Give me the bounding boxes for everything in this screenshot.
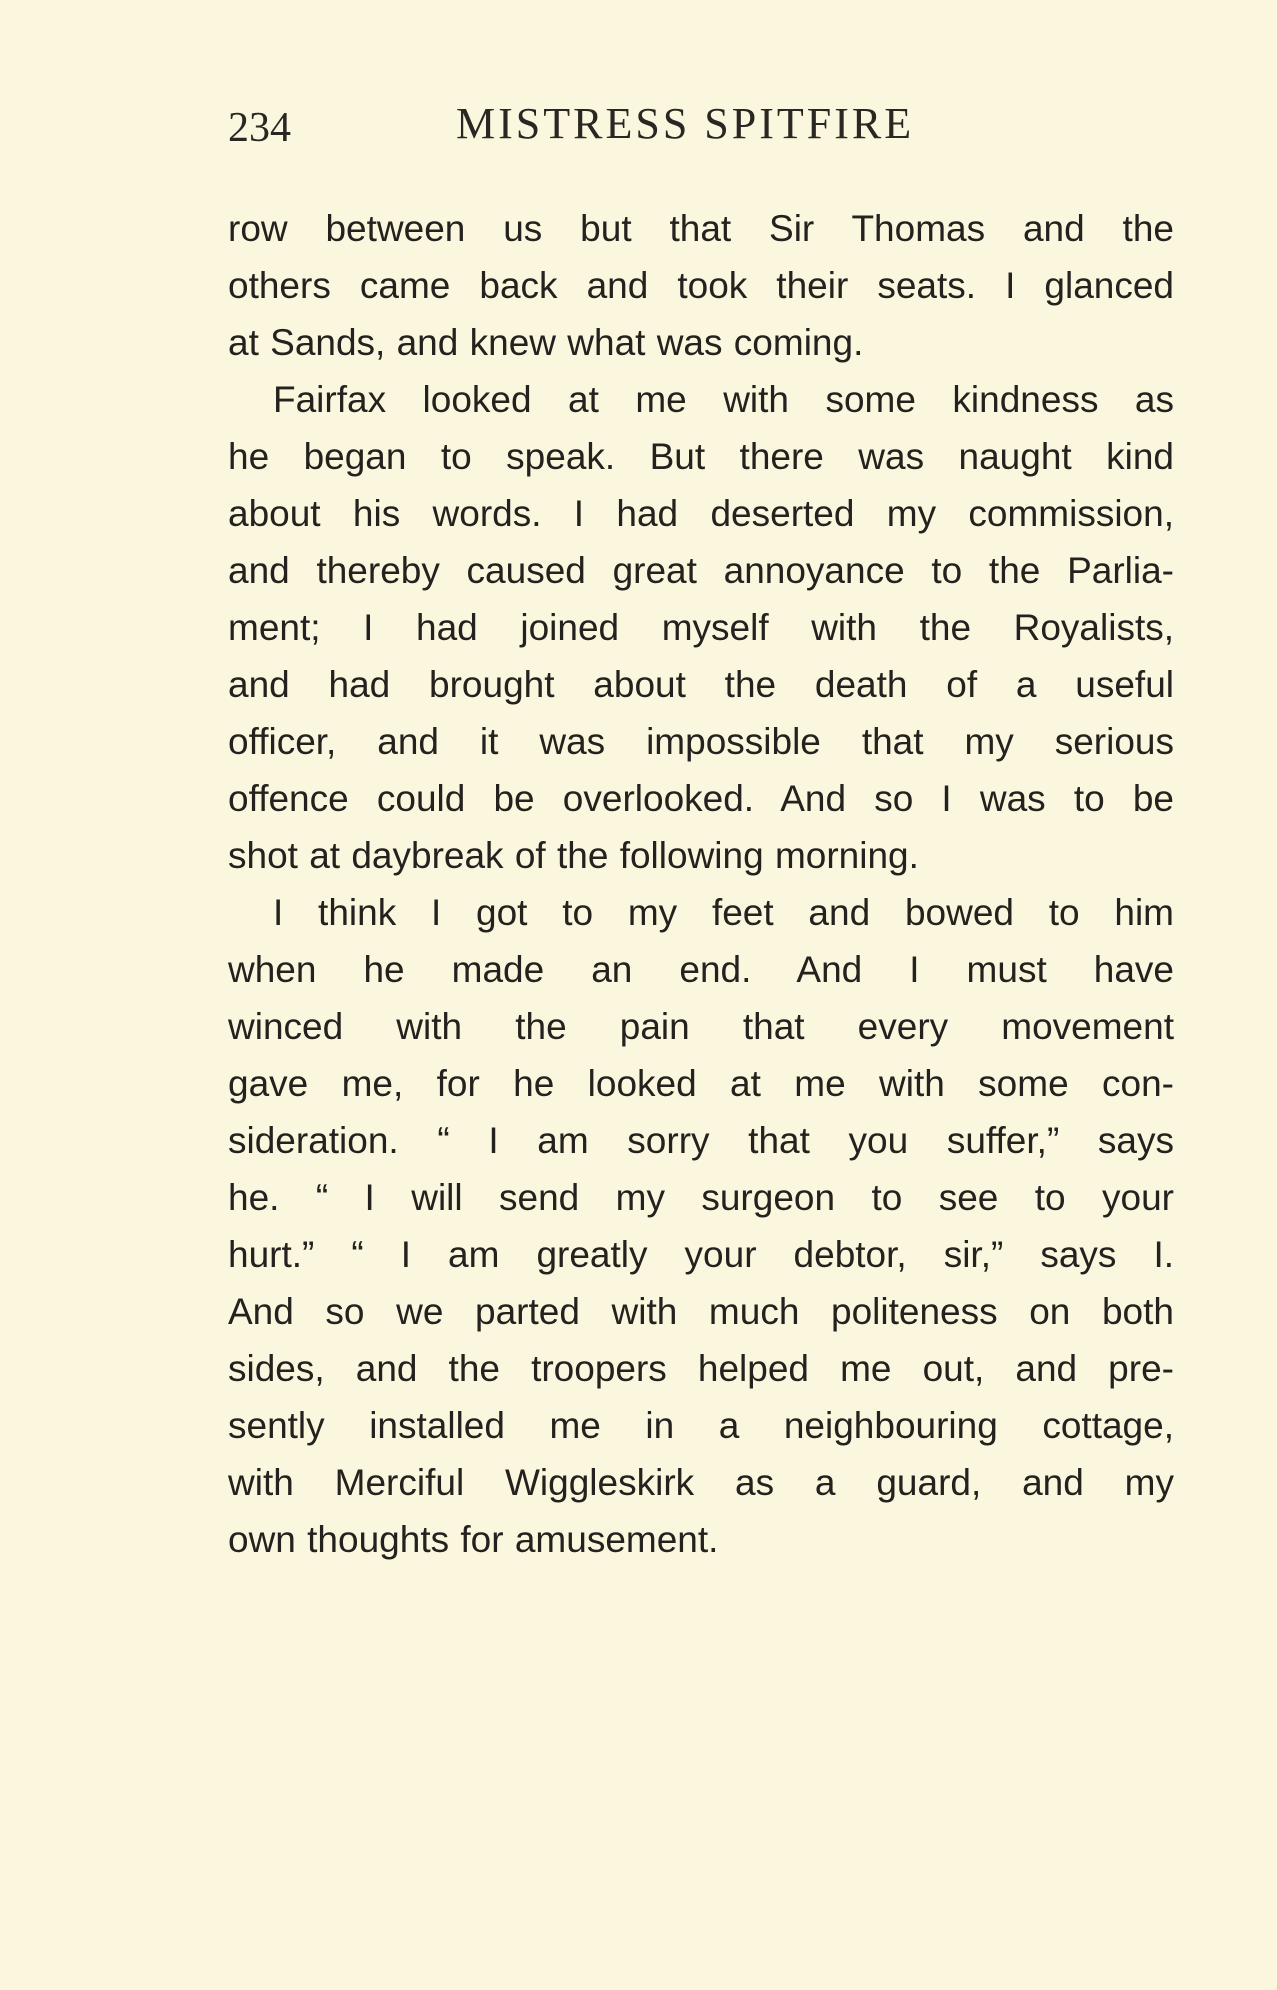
text-line: sides, and the troopers helped me out, and pre- [228,1348,1174,1389]
text-line: shot at daybreak of the following morning. [228,835,919,876]
text-line: sently installed me in a neighbouring cottage, [228,1405,1174,1446]
text-line: gave me, for he looked at me with some con- [228,1063,1174,1104]
page-header [228,92,1174,152]
text-line: he. “ I will send my surgeon to see to your [228,1177,1174,1218]
text-line: own thoughts for amusement. [228,1519,719,1560]
text-line: with Merciful Wiggleskirk as a guard, and my [228,1462,1174,1503]
running-title: MISTRESS SPITFIRE [456,99,915,148]
text-line: I think I got to my feet and bowed to him [273,892,1174,933]
text-line: at Sands, and knew what was coming. [228,322,864,363]
text-line: and thereby caused great annoyance to the Parlia- [228,550,1174,591]
body-text [228,200,1174,1568]
text-line: offence could be overlooked. And so I was to be [228,778,1174,819]
text-line: others came back and took their seats. I glanced [228,265,1174,306]
text-line: ment; I had joined myself with the Royalists, [228,607,1174,648]
text-line: hurt.” “ I am greatly your debtor, sir,” says I. [228,1234,1174,1275]
text-line: And so we parted with much politeness on both [228,1291,1174,1332]
text-line: sideration. “ I am sorry that you suffer,” says [228,1120,1174,1161]
page-number: 234 [228,105,291,151]
text-line: Fairfax looked at me with some kindness as [273,379,1174,420]
text-line: he began to speak. But there was naught kind [228,436,1174,477]
text-line: about his words. I had deserted my commission, [228,493,1174,534]
text-line: officer, and it was impossible that my serious [228,721,1174,762]
text-line: when he made an end. And I must have [228,949,1174,990]
text-line: row between us but that Sir Thomas and the [228,208,1174,249]
text-line: winced with the pain that every movement [228,1006,1174,1047]
text-line: and had brought about the death of a useful [228,664,1174,705]
